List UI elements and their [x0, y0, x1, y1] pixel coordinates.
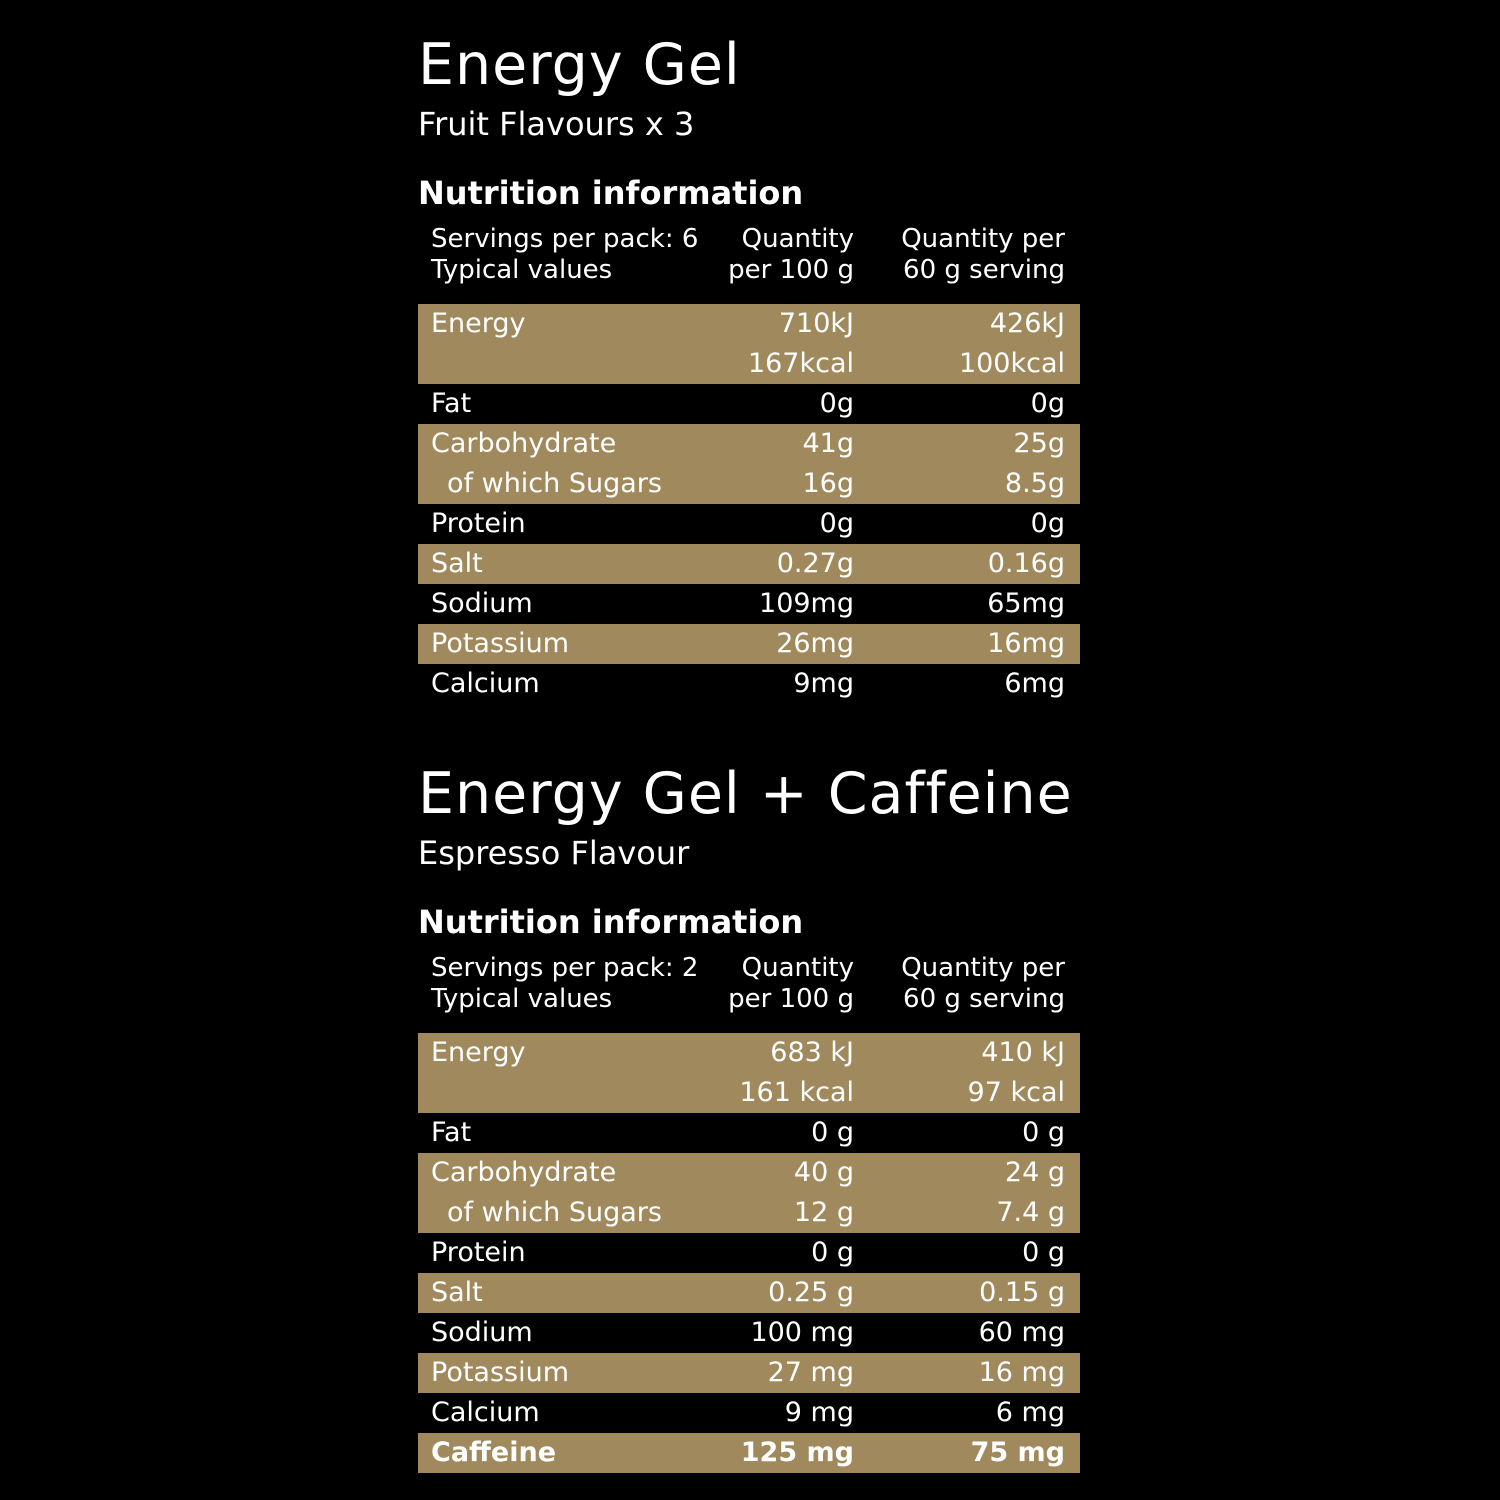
table-row [418, 1113, 1080, 1153]
row-serving: 6 mg [995, 1397, 1065, 1428]
nutrition-table [418, 304, 1080, 704]
row-per100: 0g [819, 388, 854, 419]
row-label: of which Sugars [447, 468, 662, 499]
row-per100: 125 mg [740, 1437, 854, 1468]
row-per100 [716, 1033, 854, 1113]
row-per100: 27 mg [767, 1357, 854, 1388]
row-serving: 8.5g [1004, 468, 1065, 499]
row-serving: 0.15 g [979, 1277, 1065, 1308]
header-per100-line1: Quantity [741, 953, 854, 983]
table-row-caffeine [418, 1433, 1080, 1473]
energy-serving-kj: 426kJ [989, 308, 1065, 339]
nutrition-heading: Nutrition information [418, 174, 804, 212]
energy-per100-kcal: 167kcal [747, 348, 854, 379]
table-row [418, 1273, 1080, 1313]
row-serving [854, 1033, 1065, 1113]
row-label: Fat [431, 388, 472, 419]
row-label: Salt [431, 1277, 483, 1308]
table-row [418, 664, 1080, 704]
row-label: Calcium [431, 1397, 540, 1428]
row-per100: 40 g [793, 1157, 854, 1188]
nutrition-table [418, 1033, 1080, 1473]
row-label: Sodium [431, 1317, 533, 1348]
table-row [418, 1233, 1080, 1273]
table-row [418, 544, 1080, 584]
table-row [418, 1313, 1080, 1353]
row-serving: 0 g [1022, 1237, 1065, 1268]
header-per100-line2: per 100 g [728, 255, 854, 285]
energy-serving-kcal: 97 kcal [967, 1077, 1065, 1108]
row-serving [854, 304, 1065, 384]
row-per100: 0.25 g [768, 1277, 854, 1308]
energy-serving-kcal: 100kcal [958, 348, 1065, 379]
table-row-energy [418, 1033, 1080, 1113]
row-label: Fat [431, 1117, 472, 1148]
table-row [418, 624, 1080, 664]
header-serving-line1: Quantity per [901, 953, 1065, 983]
row-serving: 0 g [1022, 1117, 1065, 1148]
header-serving-line2: 60 g serving [903, 984, 1065, 1014]
table-row [418, 424, 1080, 464]
header-col-typical-values [418, 224, 716, 304]
row-label: Salt [431, 548, 483, 579]
table-row [418, 384, 1080, 424]
header-col-per-100g [716, 953, 854, 1033]
row-serving: 16mg [987, 628, 1065, 659]
row-per100: 100 mg [750, 1317, 854, 1348]
row-per100: 26mg [776, 628, 854, 659]
row-serving: 0g [1030, 508, 1065, 539]
product-subtitle: Fruit Flavours x 3 [418, 105, 695, 143]
header-col-typical-values [418, 953, 716, 1033]
row-label: Potassium [431, 1357, 570, 1388]
energy-per100-kj: 710kJ [778, 308, 854, 339]
row-serving: 0.16g [987, 548, 1065, 579]
header-per100-line2: per 100 g [728, 984, 854, 1014]
header-per100-line1: Quantity [741, 224, 854, 254]
energy-per100-kcal: 161 kcal [739, 1077, 854, 1108]
typical-values-label: Typical values [431, 984, 613, 1014]
row-per100: 9 mg [784, 1397, 854, 1428]
table-header [418, 224, 1080, 304]
header-col-per-100g [716, 224, 854, 304]
product-panel-energy-gel-caffeine [418, 757, 1080, 1473]
table-row [418, 504, 1080, 544]
row-label: Protein [431, 1237, 526, 1268]
energy-serving-kj: 410 kJ [981, 1037, 1065, 1068]
row-label [418, 1033, 716, 1113]
product-subtitle: Espresso Flavour [418, 834, 690, 872]
nutrition-heading: Nutrition information [418, 903, 804, 941]
energy-per100-kj: 683 kJ [770, 1037, 854, 1068]
table-row-energy [418, 304, 1080, 384]
header-serving-line2: 60 g serving [903, 255, 1065, 285]
row-per100: 9mg [793, 668, 854, 699]
row-per100: 109mg [759, 588, 854, 619]
table-row [418, 1353, 1080, 1393]
row-label: of which Sugars [447, 1197, 662, 1228]
row-serving: 7.4 g [996, 1197, 1065, 1228]
row-serving: 65mg [987, 588, 1065, 619]
table-row [418, 1153, 1080, 1193]
row-label: Sodium [431, 588, 533, 619]
energy-label: Energy [431, 308, 526, 339]
row-label: Caffeine [431, 1437, 557, 1468]
header-col-per-serving [854, 953, 1065, 1033]
row-label: Carbohydrate [431, 428, 617, 459]
row-serving: 75 mg [970, 1437, 1065, 1468]
row-serving: 60 mg [978, 1317, 1065, 1348]
row-per100: 16g [802, 468, 854, 499]
row-serving: 0g [1030, 388, 1065, 419]
row-serving: 6mg [1004, 668, 1065, 699]
table-row [418, 464, 1080, 504]
row-per100: 0.27g [776, 548, 854, 579]
row-label: Calcium [431, 668, 540, 699]
row-per100 [716, 304, 854, 384]
typical-values-label: Typical values [431, 255, 613, 285]
table-row [418, 584, 1080, 624]
table-row [418, 1193, 1080, 1233]
row-per100: 41g [802, 428, 854, 459]
row-label: Protein [431, 508, 526, 539]
row-per100: 0 g [811, 1117, 854, 1148]
row-serving: 16 mg [978, 1357, 1065, 1388]
product-title: Energy Gel + Caffeine [418, 761, 1073, 827]
product-title: Energy Gel [418, 32, 741, 98]
row-per100: 0g [819, 508, 854, 539]
row-serving: 25g [1013, 428, 1065, 459]
product-panel-energy-gel [418, 28, 1080, 704]
row-label: Potassium [431, 628, 570, 659]
servings-per-pack: Servings per pack: 6 [431, 224, 699, 254]
row-label [418, 304, 716, 384]
table-row [418, 1393, 1080, 1433]
table-header [418, 953, 1080, 1033]
row-per100: 0 g [811, 1237, 854, 1268]
row-per100: 12 g [793, 1197, 854, 1228]
header-col-per-serving [854, 224, 1065, 304]
energy-label: Energy [431, 1037, 526, 1068]
row-label: Carbohydrate [431, 1157, 617, 1188]
header-serving-line1: Quantity per [901, 224, 1065, 254]
row-serving: 24 g [1004, 1157, 1065, 1188]
servings-per-pack: Servings per pack: 2 [431, 953, 699, 983]
